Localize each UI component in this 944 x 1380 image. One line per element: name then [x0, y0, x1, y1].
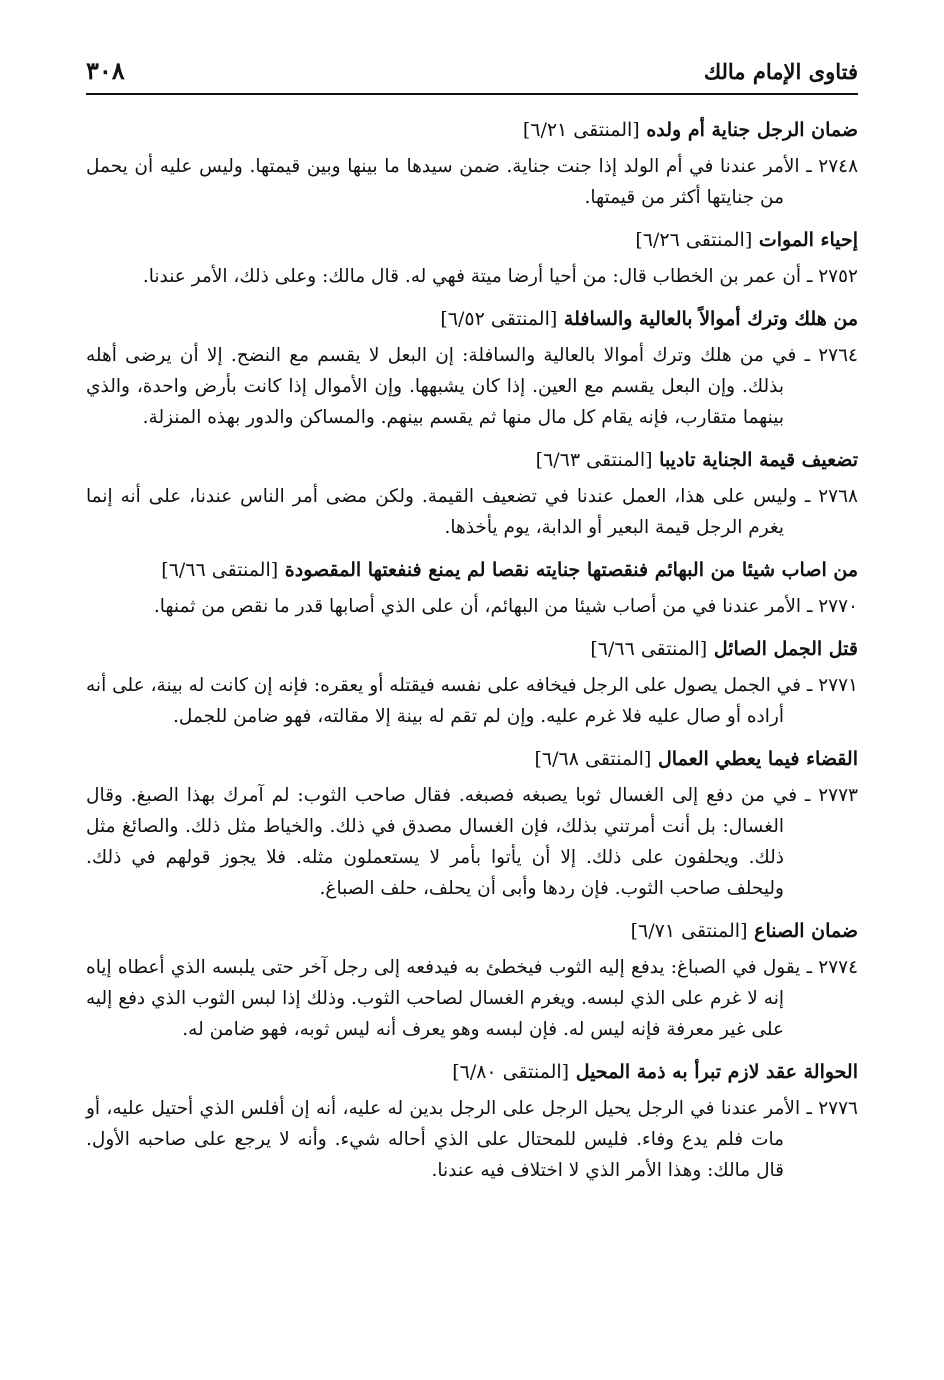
fatwa-number: ٢٧٧٦ [818, 1098, 858, 1119]
fatwa-text: في الجمل يصول على الرجل فيخافه على نفسه فيقتله أو يعقره: فإنه إن كانت له بينة، على أنه أراده أو صال عليه فلا غرم عليه. وإن لم تقم له بينة إلا مقالته، فهو ضامن للجمل. [86, 675, 802, 727]
section-reference: [المنتقى ٦/٢١] [522, 119, 640, 141]
fatwa-number: ٢٧٥٢ [818, 266, 858, 287]
section-reference: [المنتقى ٦/٦٣] [535, 449, 653, 471]
page-number: ٣٠٨ [86, 56, 125, 85]
section [86, 916, 858, 1045]
section-title: قتل الجمل الصائل [713, 638, 858, 660]
fatwa-number: ٢٧٧١ [818, 675, 858, 696]
section-heading [86, 304, 858, 334]
fatwa-number: ٢٧٦٤ [818, 345, 858, 366]
section [86, 115, 858, 213]
fatwa-text: الأمر عندنا في أم الولد إذا جنت جناية. ضمن سيدها ما بينها وبين قيمتها. وليس عليه أن يحمل من جنايتها أكثر من قيمتها. [86, 156, 800, 208]
section-heading [86, 634, 858, 664]
section-heading [86, 445, 858, 475]
fatwa-paragraph: ٢٧٥٢ ـ أن عمر بن الخطاب قال: من أحيا أرضا ميتة فهي له. قال مالك: وعلى ذلك، الأمر عندنا. [142, 266, 858, 287]
fatwa-text: في من دفع إلى الغسال ثوبا يصبغه فصبغه. فقال صاحب الثوب: لم آمرك بهذا الصبغ. وقال الغسال: بل أنت أمرتني بذلك، فإن الغسال مصدق في ذلك. والخياط مثل ذلك. والصائغ مثل ذلك. ويحلفون على ذلك. إلا أن يأتوا بأمر لا يستعملون مثله. فلا يجوز قولهم في ذلك. وليحلف صاحب الثوب. فإن ردها وأبى أن يحلف، حلف الصباغ. [86, 785, 798, 899]
fatwa-paragraph: ٢٧٦٤ ـ في من هلك وترك أموالا بالعالية والسافلة: إن البعل لا يقسم مع النضح. إلا أن يرضى أهله بذلك. وإن البعل يقسم مع العين. إذا كان يشبهها. وإن الأموال إذا كانت بأرض واحدة، والذي بينهما متقارب، فإنه يقام كل مال منها ثم يقسم بينهم. والمساكن والدور بهذه المنزلة. [86, 345, 858, 428]
fatwa-paragraph: ٢٧٧٦ ـ الأمر عندنا في الرجل يحيل الرجل على الرجل بدين له عليه، أنه إن أفلس الذي أحتيل عليه، أو مات فلم يدع وفاء. فليس للمحتال على الذي أحاله شيء. وأنه لا يرجع على صاحبه الأول. قال مالك: وهذا الأمر الذي لا اختلاف فيه عندنا. [86, 1098, 858, 1181]
section-reference: [المنتقى ٦/٦٨] [534, 748, 652, 770]
section [86, 445, 858, 543]
section-title: ضمان الصناع [754, 920, 858, 942]
fatwa-paragraph: ٢٧٤٨ ـ الأمر عندنا في أم الولد إذا جنت جناية. ضمن سيدها ما بينها وبين قيمتها. وليس عليه أن يحمل من جنايتها أكثر من قيمتها. [86, 156, 859, 208]
section-heading [86, 1057, 858, 1087]
section [86, 304, 858, 433]
section-reference: [المنتقى ٦/٨٠] [452, 1061, 570, 1083]
fatwa-text: وليس على هذا، العمل عندنا في تضعيف القيمة. ولكن مضى أمر الناس عندنا، على أنه إنما يغرم الرجل قيمة البعير أو الدابة، يوم يأخذها. [86, 486, 797, 538]
fatwa-text: الأمر عندنا في الرجل يحيل الرجل على الرجل بدين له عليه، أنه إن أفلس الذي أحتيل عليه، أو مات فلم يدع وفاء. فليس للمحتال على الذي أحاله شيء. وأنه لا يرجع على صاحبه الأول. قال مالك: وهذا الأمر الذي لا اختلاف فيه عندنا. [86, 1098, 801, 1181]
fatwa-number: ٢٧٦٨ [818, 486, 858, 507]
section-title: الحوالة عقد لازم تبرأ به ذمة المحيل [575, 1061, 858, 1083]
section-title: تضعيف قيمة الجناية تاديبا [659, 449, 858, 471]
fatwa-paragraph: ٢٧٦٨ ـ وليس على هذا، العمل عندنا في تضعيف القيمة. ولكن مضى أمر الناس عندنا، على أنه إنما يغرم الرجل قيمة البعير أو الدابة، يوم يأخذها. [86, 486, 858, 538]
section-heading [86, 916, 858, 946]
section-heading [86, 744, 858, 774]
fatwa-text: يقول في الصباغ: يدفع إليه الثوب فيخطئ به فيدفعه إلى رجل آخر حتى يلبسه الذي أعطاه إياه إنه لا غرم على الذي لبسه. ويغرم الغسال لصاحب الثوب. وذلك إذا لبس الثوب الذي دفع إليه على غير معرفة فإنه ليس له. فإن لبسه وهو يعرف أنه ليس ثوبه، فهو ضامن له. [86, 957, 801, 1040]
section-reference: [المنتقى ٦/٧١] [630, 920, 748, 942]
section-reference: [المنتقى ٦/٢٦] [635, 229, 753, 251]
section [86, 225, 858, 292]
section-heading [86, 115, 858, 145]
section-title: من اصاب شيئا من البهائم فنقصتها جنايته نقصا لم يمنع فنفعتها المقصودة [284, 559, 858, 581]
section-reference: [المنتقى ٦/٥٢] [440, 308, 558, 330]
section [86, 634, 858, 732]
section-title: القضاء فيما يعطي العمال [657, 748, 858, 770]
section-title: ضمان الرجل جناية أم ولده [646, 119, 858, 141]
fatwa-text: أن عمر بن الخطاب قال: من أحيا أرضا ميتة فهي له. قال مالك: وعلى ذلك، الأمر عندنا. [142, 266, 802, 287]
section-reference: [المنتقى ٦/٦٦] [590, 638, 708, 660]
section [86, 744, 858, 904]
section [86, 555, 858, 622]
section-heading [86, 225, 858, 255]
fatwa-number: ٢٧٧٣ [818, 785, 858, 806]
fatwa-paragraph: ٢٧٧١ ـ في الجمل يصول على الرجل فيخافه على نفسه فيقتله أو يعقره: فإنه إن كانت له بينة، على أنه أراده أو صال عليه فلا غرم عليه. وإن لم تقم له بينة إلا مقالته، فهو ضامن للجمل. [86, 675, 858, 727]
fatwa-number: ٢٧٧٠ [818, 596, 858, 617]
fatwa-paragraph: ٢٧٧٠ ـ الأمر عندنا في من أصاب شيئا من البهائم، أن على الذي أصابها قدر ما نقص من ثمنها. [153, 596, 858, 617]
section-title: من هلك وترك أموالاً بالعالية والسافلة [563, 308, 858, 330]
page-header [86, 56, 858, 95]
section-reference: [المنتقى ٦/٦٦] [161, 559, 279, 581]
fatwa-text: في من هلك وترك أموالا بالعالية والسافلة: إن البعل لا يقسم مع النضح. إلا أن يرضى أهله بذلك. وإن البعل يقسم مع العين. إذا كان يشبهها. وإن الأموال إذا كانت بأرض واحدة، والذي بينهما متقارب، فإنه يقام كل مال منها ثم يقسم بينهم. والمساكن والدور بهذه المنزلة. [86, 345, 797, 428]
section [86, 1057, 858, 1186]
fatwa-paragraph: ٢٧٧٤ ـ يقول في الصباغ: يدفع إليه الثوب فيخطئ به فيدفعه إلى رجل آخر حتى يلبسه الذي أعطاه إياه إنه لا غرم على الذي لبسه. ويغرم الغسال لصاحب الثوب. وذلك إذا لبس الثوب الذي دفع إليه على غير معرفة فإنه ليس له. فإن لبسه وهو يعرف أنه ليس ثوبه، فهو ضامن له. [86, 957, 859, 1040]
fatwa-text: الأمر عندنا في من أصاب شيئا من البهائم، أن على الذي أصابها قدر ما نقص من ثمنها. [153, 596, 802, 617]
fatwa-number: ٢٧٧٤ [818, 957, 859, 978]
book-title: فتاوى الإمام مالك [703, 59, 858, 84]
fatwa-number: ٢٧٤٨ [818, 156, 859, 177]
section-heading [86, 555, 858, 585]
fatwa-paragraph: ٢٧٧٣ ـ في من دفع إلى الغسال ثوبا يصبغه فصبغه. فقال صاحب الثوب: لم آمرك بهذا الصبغ. وقال الغسال: بل أنت أمرتني بذلك، فإن الغسال مصدق في ذلك. والخياط مثل ذلك. والصائغ مثل ذلك. ويحلفون على ذلك. إلا أن يأتوا بأمر لا يستعملون مثله. فلا يجوز قولهم في ذلك. وليحلف صاحب الثوب. فإن ردها وأبى أن يحلف، حلف الصباغ. [86, 785, 858, 899]
section-title: إحياء الموات [758, 229, 858, 251]
